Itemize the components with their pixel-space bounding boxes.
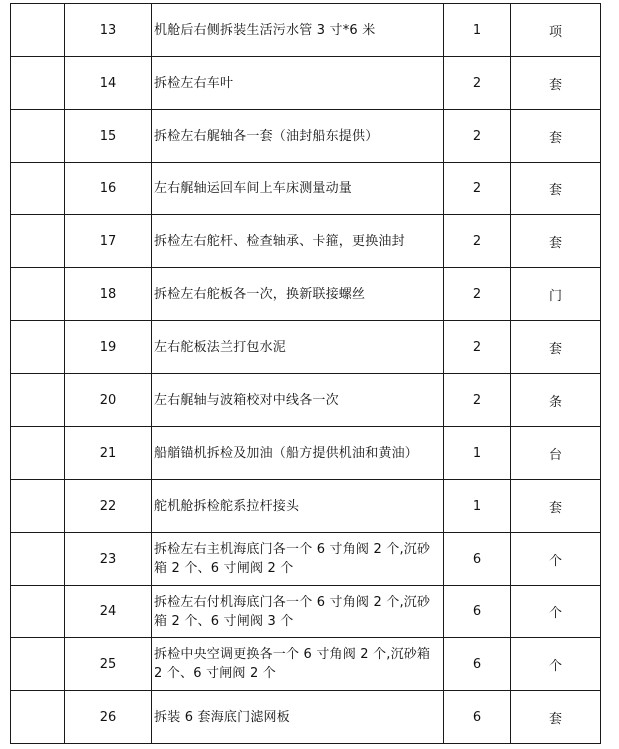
- item-unit: 套: [511, 691, 601, 744]
- item-quantity: 1: [444, 480, 511, 533]
- item-description: 船艏锚机拆检及加油（船方提供机油和黄油）: [152, 427, 444, 480]
- item-description: 舵机舱拆检舵系拉杆接头: [152, 480, 444, 533]
- table-row: [11, 110, 601, 163]
- table-body: [11, 4, 601, 744]
- table-row: [11, 4, 601, 57]
- table-row: [11, 268, 601, 321]
- table-row: [11, 57, 601, 110]
- blank-cell: [11, 215, 65, 268]
- item-description: 机舱后右侧拆装生活污水管 3 寸*6 米: [152, 4, 444, 57]
- blank-cell: [11, 163, 65, 215]
- blank-cell: [11, 533, 65, 586]
- row-number: 18: [65, 268, 152, 321]
- item-quantity: 1: [444, 4, 511, 57]
- blank-cell: [11, 427, 65, 480]
- blank-cell: [11, 57, 65, 110]
- blank-cell: [11, 374, 65, 427]
- item-quantity: 2: [444, 163, 511, 215]
- item-description: 左右艉轴与波箱校对中线各一次: [152, 374, 444, 427]
- table-row: [11, 691, 601, 744]
- item-description: 拆装 6 套海底门滤网板: [152, 691, 444, 744]
- item-unit: 套: [511, 321, 601, 374]
- row-number: 19: [65, 321, 152, 374]
- row-number: 22: [65, 480, 152, 533]
- item-unit: 个: [511, 638, 601, 691]
- row-number: 23: [65, 533, 152, 586]
- blank-cell: [11, 321, 65, 374]
- item-description: 拆检左右舵板各一次，换新联接螺丝: [152, 268, 444, 321]
- blank-cell: [11, 110, 65, 163]
- row-number: 14: [65, 57, 152, 110]
- item-quantity: 6: [444, 691, 511, 744]
- item-quantity: 2: [444, 110, 511, 163]
- item-unit: 台: [511, 427, 601, 480]
- row-number: 26: [65, 691, 152, 744]
- row-number: 20: [65, 374, 152, 427]
- item-quantity: 1: [444, 427, 511, 480]
- item-unit: 套: [511, 215, 601, 268]
- item-description: 拆检左右付机海底门各一个 6 寸角阀 2 个,沉砂箱 2 个、6 寸闸阀 3 个: [152, 586, 444, 638]
- item-quantity: 2: [444, 374, 511, 427]
- table-row: [11, 163, 601, 215]
- item-unit: 套: [511, 110, 601, 163]
- item-unit: 个: [511, 586, 601, 638]
- row-number: 24: [65, 586, 152, 638]
- table-row: [11, 374, 601, 427]
- item-unit: 个: [511, 533, 601, 586]
- blank-cell: [11, 480, 65, 533]
- blank-cell: [11, 638, 65, 691]
- row-number: 21: [65, 427, 152, 480]
- table-row: [11, 480, 601, 533]
- item-quantity: 6: [444, 638, 511, 691]
- row-number: 15: [65, 110, 152, 163]
- table-row: [11, 427, 601, 480]
- blank-cell: [11, 268, 65, 321]
- item-unit: 套: [511, 57, 601, 110]
- item-quantity: 6: [444, 533, 511, 586]
- item-quantity: 2: [444, 215, 511, 268]
- row-number: 25: [65, 638, 152, 691]
- item-unit: 套: [511, 480, 601, 533]
- row-number: 13: [65, 4, 152, 57]
- item-description: 左右舵板法兰打包水泥: [152, 321, 444, 374]
- row-number: 17: [65, 215, 152, 268]
- table-row: [11, 321, 601, 374]
- blank-cell: [11, 691, 65, 744]
- item-unit: 门: [511, 268, 601, 321]
- item-description: 拆检左右艉轴各一套（油封船东提供）: [152, 110, 444, 163]
- item-description: 拆检左右舵杆、检查轴承、卡箍，更换油封: [152, 215, 444, 268]
- item-description: 拆检中央空调更换各一个 6 寸角阀 2 个,沉砂箱 2 个、6 寸闸阀 2 个: [152, 638, 444, 691]
- table-row: [11, 586, 601, 638]
- item-unit: 条: [511, 374, 601, 427]
- blank-cell: [11, 586, 65, 638]
- item-unit: 项: [511, 4, 601, 57]
- item-description: 拆检左右主机海底门各一个 6 寸角阀 2 个,沉砂箱 2 个、6 寸闸阀 2 个: [152, 533, 444, 586]
- work-items-table: [10, 3, 601, 744]
- row-number: 16: [65, 163, 152, 215]
- item-description: 拆检左右车叶: [152, 57, 444, 110]
- item-quantity: 6: [444, 586, 511, 638]
- item-quantity: 2: [444, 57, 511, 110]
- table-row: [11, 215, 601, 268]
- item-quantity: 2: [444, 268, 511, 321]
- item-quantity: 2: [444, 321, 511, 374]
- item-description: 左右艉轴运回车间上车床测量动量: [152, 163, 444, 215]
- item-unit: 套: [511, 163, 601, 215]
- table-row: [11, 533, 601, 586]
- blank-cell: [11, 4, 65, 57]
- table-row: [11, 638, 601, 691]
